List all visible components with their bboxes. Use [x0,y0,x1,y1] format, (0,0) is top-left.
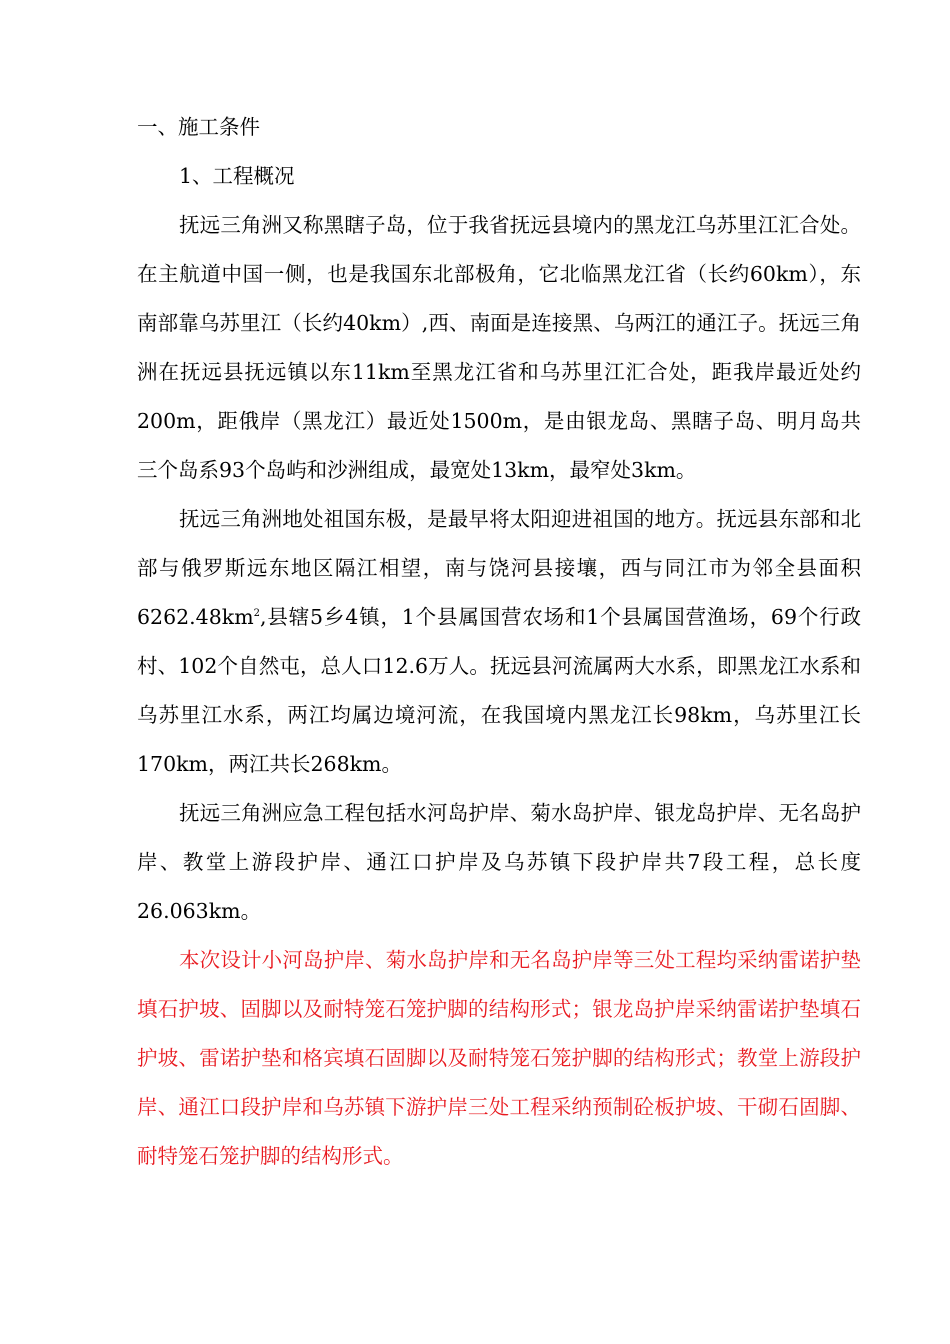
superscript-squared: 2 [253,608,261,620]
paragraph-design-highlight: 本次设计小河岛护岸、菊水岛护岸和无名岛护岸等三处工程均采纳雷诺护垫填石护坡、固脚以及耐特笼石笼护脚的结构形式；银龙岛护岸采纳雷诺护垫填石护坡、雷诺护垫和格宾填石固脚以及耐特笼石笼护脚的结构形式；教堂上游段护岸、通江口段护岸和乌苏镇下游护岸三处工程采纳预制砼板护坡、干砌石固脚、耐特笼石笼护脚的结构形式。 [137,948,861,1168]
section-heading: 一、施工条件 [137,115,260,139]
paragraph-overview: 抚远三角洲又称黑瞎子岛，位于我省抚远县境内的黑龙江乌苏里江汇合处。在主航道中国一侧，也是我国东北部极角，它北临黑龙江省（长约60km），东南部靠乌苏里江（长约40km）,西、南面是连接黑、乌两江的通江子。抚远三角洲在抚远县抚远镇以东11km至黑龙江省和乌苏里江汇合处，距我岸最近处约200m，距俄岸（黑龙江）最近处1500m，是由银龙岛、黑瞎子岛、明月岛共三个岛系93个岛屿和沙洲组成，最宽处13km，最窄处3km。 [137,213,861,482]
paragraph-location [137,495,861,789]
paragraph-location-tail: ,县辖5乡4镇，1个县属国营农场和1个县属国营渔场，69个行政村、102个自然屯，总人口12.6万人。抚远县河流属两大水系，即黑龙江水系和乌苏里江水系，两江均属边境河流，在我国境内黑龙江长98km，乌苏里江长170km，两江共长268km。 [137,605,861,776]
subsection-heading: 1、工程概况 [179,164,295,188]
document-body [137,103,861,1181]
paragraph-project-scope: 抚远三角洲应急工程包括水河岛护岸、菊水岛护岸、银龙岛护岸、无名岛护岸、教堂上游段护岸、通江口护岸及乌苏镇下段护岸共7段工程，总长度26.063km。 [137,801,861,923]
paragraph-location-head: 抚远三角洲地处祖国东极，是最早将太阳迎进祖国的地方。抚远县东部和北部与俄罗斯远东地区隔江相望，南与饶河县接壤，西与同江市为邻全县面积6262.48km [137,507,861,629]
